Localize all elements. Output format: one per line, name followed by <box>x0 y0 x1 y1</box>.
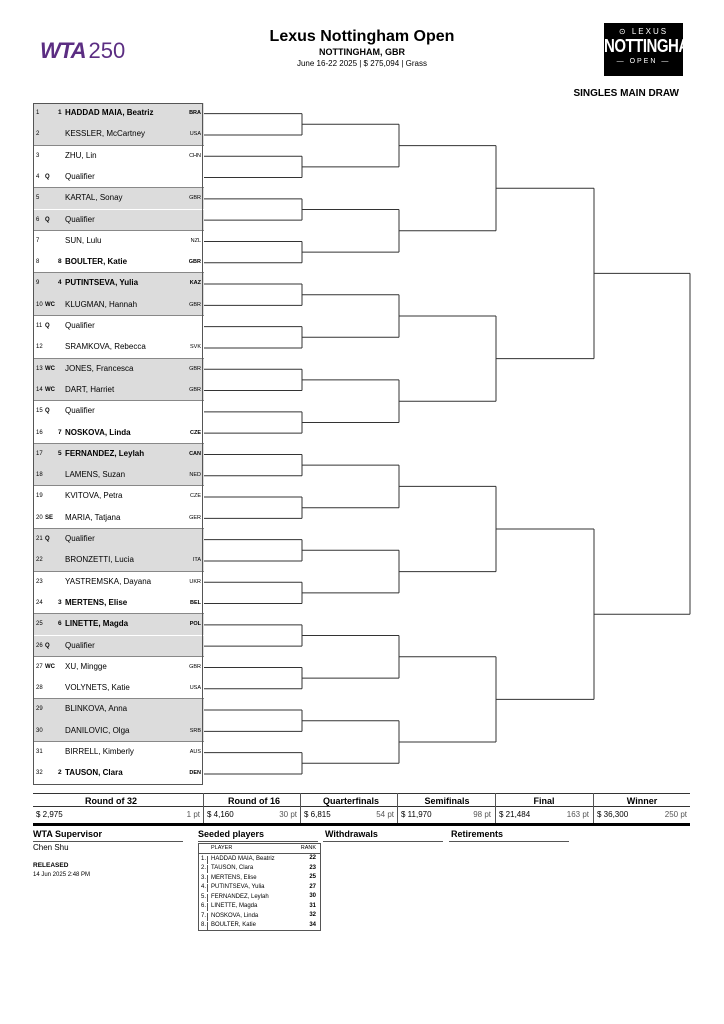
draw-position: 19 <box>36 493 43 500</box>
player-nationality: AUS <box>189 749 201 755</box>
draw-position: 29 <box>36 706 43 713</box>
player-name: MARIA, Tatjana <box>65 512 121 522</box>
prize-round-label: Round of 16 <box>228 796 280 806</box>
draw-position: 5 <box>36 195 40 202</box>
seed-number: 4 <box>58 279 62 287</box>
seeded-player-name: LINETTE, Magda <box>211 903 258 909</box>
player-name: Qualifier <box>65 640 95 650</box>
draw-position: 20 <box>36 514 43 521</box>
entry-status: WC <box>45 663 55 670</box>
draw-position: 8 <box>36 259 40 266</box>
player-name: VOLYNETS, Katie <box>65 683 130 693</box>
player-name: Qualifier <box>65 171 95 181</box>
player-name: PUTINTSEVA, Yulia <box>65 278 139 288</box>
player-nationality: GBR <box>189 365 201 372</box>
player-name: BRONZETTI, Lucia <box>65 555 134 565</box>
section-rule <box>449 841 569 842</box>
player-name: NOSKOVA, Linda <box>65 427 131 437</box>
draw-position: 4 <box>36 173 40 180</box>
player-nationality: BRA <box>189 110 201 116</box>
draw-position: 21 <box>36 536 43 542</box>
seeded-player-name: MERTENS, Elise <box>211 874 257 881</box>
player-nationality: SRB <box>189 727 201 734</box>
player-name: KLUGMAN, Hannah <box>65 299 138 309</box>
seeded-number: 8. <box>201 922 207 928</box>
player-nationality: ITA <box>192 557 201 564</box>
prize-points: 30 pt <box>279 810 297 819</box>
draw-position: 15 <box>36 408 43 415</box>
seed-number: 3 <box>58 598 62 606</box>
section-rule <box>323 841 443 842</box>
draw-position: 7 <box>36 237 40 244</box>
entry-status: Q <box>45 323 50 329</box>
player-nationality: NED <box>189 472 201 479</box>
player-nationality: USA <box>189 131 201 138</box>
seeded-number: 4. <box>201 884 207 890</box>
player-name: BLINKOVA, Anna <box>65 704 128 714</box>
draw-position: 3 <box>36 152 40 159</box>
player-nationality: GBR <box>189 386 201 393</box>
draw-position: 10 <box>36 301 43 308</box>
seeded-row <box>199 864 320 874</box>
player-nationality: GBR <box>189 663 201 670</box>
entry-status: SE <box>45 514 54 521</box>
seeded-table-header <box>199 844 320 854</box>
seeded-player-name: TAUSON, Clara <box>211 865 254 871</box>
player-name: XU, Mingge <box>65 661 107 671</box>
player-nationality: GER <box>189 514 201 521</box>
seeded-player-rank: 34 <box>309 921 316 928</box>
tournament-title: Lexus Nottingham Open <box>269 28 455 45</box>
seeded-title: Seeded players <box>198 829 265 839</box>
player-nationality: USA <box>189 685 201 692</box>
prize-points: 250 pt <box>664 810 687 819</box>
section-rule <box>33 841 183 842</box>
tournament-location: NOTTINGHAM, GBR <box>319 47 405 57</box>
seeded-player-rank: 31 <box>309 902 316 909</box>
entry-status: Q <box>45 216 50 223</box>
player-name: ZHU, Lin <box>65 150 97 160</box>
draw-position: 30 <box>36 727 43 734</box>
player-name: SRAMKOVA, Rebecca <box>65 342 146 352</box>
entry-status: WC <box>45 386 55 393</box>
entry-status: Q <box>45 408 50 415</box>
draw-position: 18 <box>36 472 43 479</box>
player-nationality: NZL <box>190 237 201 244</box>
entry-status: Q <box>45 536 50 542</box>
prize-points: 163 pt <box>566 810 589 819</box>
section-rule <box>198 841 318 842</box>
seeded-player-name: NOSKOVA, Linda <box>211 912 259 919</box>
player-name: Qualifier <box>65 406 95 416</box>
seeded-player-rank: 27 <box>309 883 316 890</box>
prize-points: 1 pt <box>186 810 200 819</box>
seeded-player-rank: 23 <box>309 864 316 871</box>
entry-status: Q <box>45 642 50 649</box>
player-name: YASTREMSKA, Dayana <box>65 576 152 586</box>
player-name: Qualifier <box>65 321 95 330</box>
draw-position: 6 <box>36 216 40 223</box>
player-nationality: CZE <box>190 429 201 436</box>
draw-position: 11 <box>36 323 43 329</box>
player-nationality: CZE <box>190 493 201 500</box>
seeded-player-rank: 22 <box>309 855 316 861</box>
draw-position: 2 <box>36 131 40 138</box>
prize-round-label: Winner <box>626 796 658 806</box>
draw-position: 25 <box>36 621 43 628</box>
player-name: TAUSON, Clara <box>65 768 123 778</box>
player-nationality: CHN <box>189 152 201 159</box>
entry-status: WC <box>45 365 55 372</box>
seeded-row <box>199 921 320 931</box>
draw-position: 31 <box>36 749 43 755</box>
seeded-col-player: PLAYER <box>211 845 233 851</box>
seeded-row <box>199 911 320 921</box>
player-nationality: DEN <box>189 770 201 777</box>
seeded-number: 6. <box>201 903 207 909</box>
seeded-row <box>199 892 320 902</box>
player-nationality: GBR <box>189 301 201 308</box>
player-nationality: KAZ <box>189 280 201 287</box>
player-name: DART, Harriet <box>65 384 115 394</box>
draw-position: 9 <box>36 280 40 287</box>
sponsor-logo: ⊙ LEXUS NOTTINGHAM — OPEN — <box>604 23 683 76</box>
prize-round-label: Final <box>533 796 555 806</box>
prize-round-label: Semifinals <box>424 796 470 806</box>
released-date: 14 Jun 2025 2:48 PM <box>33 872 91 878</box>
player-name: KESSLER, McCartney <box>65 129 146 139</box>
player-name: KARTAL, Sonay <box>65 193 123 203</box>
prize-points: 54 pt <box>376 810 394 819</box>
player-name: Qualifier <box>65 214 95 224</box>
draw-position: 32 <box>36 770 43 777</box>
player-nationality: UKR <box>189 578 201 585</box>
seeded-player-name: FERNANDEZ, Leylah <box>211 893 269 900</box>
seeded-number: 3. <box>201 874 207 881</box>
player-name: SUN, Lulu <box>65 235 102 245</box>
prize-grid <box>0 793 724 823</box>
player-name: LINETTE, Magda <box>65 619 129 629</box>
draw-position: 26 <box>36 642 43 649</box>
prize-money: $ 6,815 <box>304 810 331 819</box>
player-nationality: GBR <box>189 195 201 202</box>
player-name: BOULTER, Katie <box>65 257 128 267</box>
prize-money: $ 21,484 <box>499 810 531 819</box>
player-name: HADDAD MAIA, Beatriz <box>65 108 154 117</box>
seeded-player-rank: 25 <box>309 874 316 880</box>
player-name: JONES, Francesca <box>65 363 134 373</box>
prize-points: 98 pt <box>473 810 491 819</box>
prize-money: $ 2,975 <box>36 810 63 819</box>
draw-position: 28 <box>36 685 43 692</box>
player-nationality: GBR <box>188 259 201 266</box>
prize-money: $ 36,300 <box>597 810 629 819</box>
seeded-table <box>198 843 321 931</box>
seeded-number: 2. <box>201 865 207 871</box>
player-name: FERNANDEZ, Leylah <box>65 448 145 458</box>
retirements-title: Retirements <box>451 829 504 839</box>
seeded-row <box>199 854 320 864</box>
draw-position: 12 <box>36 344 43 351</box>
prize-money: $ 4,160 <box>207 810 234 819</box>
seed-number: 7 <box>58 428 62 436</box>
seeded-number: 5. <box>201 893 207 900</box>
player-name: KVITOVA, Petra <box>65 491 123 501</box>
player-nationality: POL <box>189 621 201 628</box>
seeded-player-rank: 30 <box>309 893 316 899</box>
player-name: Qualifier <box>65 534 95 543</box>
draw-position: 24 <box>36 599 43 606</box>
seed-number: 6 <box>58 620 62 628</box>
seed-number: 1 <box>58 109 62 116</box>
tournament-details: June 16-22 2025 | $ 275,094 | Grass <box>296 59 428 68</box>
seed-number: 2 <box>58 769 62 777</box>
draw-position: 17 <box>36 450 43 457</box>
draw-position: 1 <box>36 110 40 116</box>
player-name: BIRRELL, Kimberly <box>65 747 134 756</box>
prize-round-label: Round of 32 <box>85 796 137 806</box>
seeded-player-name: PUTINTSEVA, Yulia <box>211 884 265 890</box>
player-name: MERTENS, Elise <box>65 597 128 607</box>
seeded-player-name: BOULTER, Katie <box>211 922 256 928</box>
released-label: RELEASED <box>33 862 69 869</box>
prize-round-label: Quarterfinals <box>322 796 380 806</box>
seeded-number: 7. <box>201 912 207 919</box>
draw-title: SINGLES MAIN DRAW <box>573 88 679 99</box>
seeded-number: 1. <box>201 855 207 862</box>
player-nationality: CAN <box>189 450 201 457</box>
player-name: DANILOVIC, Olga <box>65 725 130 735</box>
withdrawals-title: Withdrawals <box>325 829 378 839</box>
draw-position: 22 <box>36 557 43 564</box>
draw-position: 14 <box>36 386 43 393</box>
seeded-row <box>199 902 320 912</box>
entry-status: WC <box>45 301 55 308</box>
player-nationality: BEL <box>190 599 201 606</box>
prize-divider-thick <box>33 823 690 826</box>
draw-position: 23 <box>36 578 43 585</box>
seeded-player-rank: 32 <box>309 912 316 918</box>
prize-money: $ 11,970 <box>401 810 432 819</box>
seed-number: 8 <box>58 258 62 266</box>
player-nationality: SVK <box>189 344 201 351</box>
seeded-player-name: HADDAD MAIA, Beatriz <box>211 855 275 862</box>
supervisor-title: WTA Supervisor <box>33 829 103 839</box>
entry-status: Q <box>45 173 50 180</box>
draw-position: 16 <box>36 429 43 436</box>
seeded-row <box>199 883 320 893</box>
draw-position: 13 <box>36 365 43 372</box>
supervisor-name: Chen Shu <box>33 843 69 852</box>
wta-logo: WTA 250 <box>40 38 126 63</box>
seed-number: 5 <box>58 449 62 457</box>
draw-position: 27 <box>36 663 43 670</box>
player-name: LAMENS, Suzan <box>65 470 126 480</box>
seeded-row <box>199 873 320 883</box>
seeded-col-rank: RANK <box>300 845 316 851</box>
